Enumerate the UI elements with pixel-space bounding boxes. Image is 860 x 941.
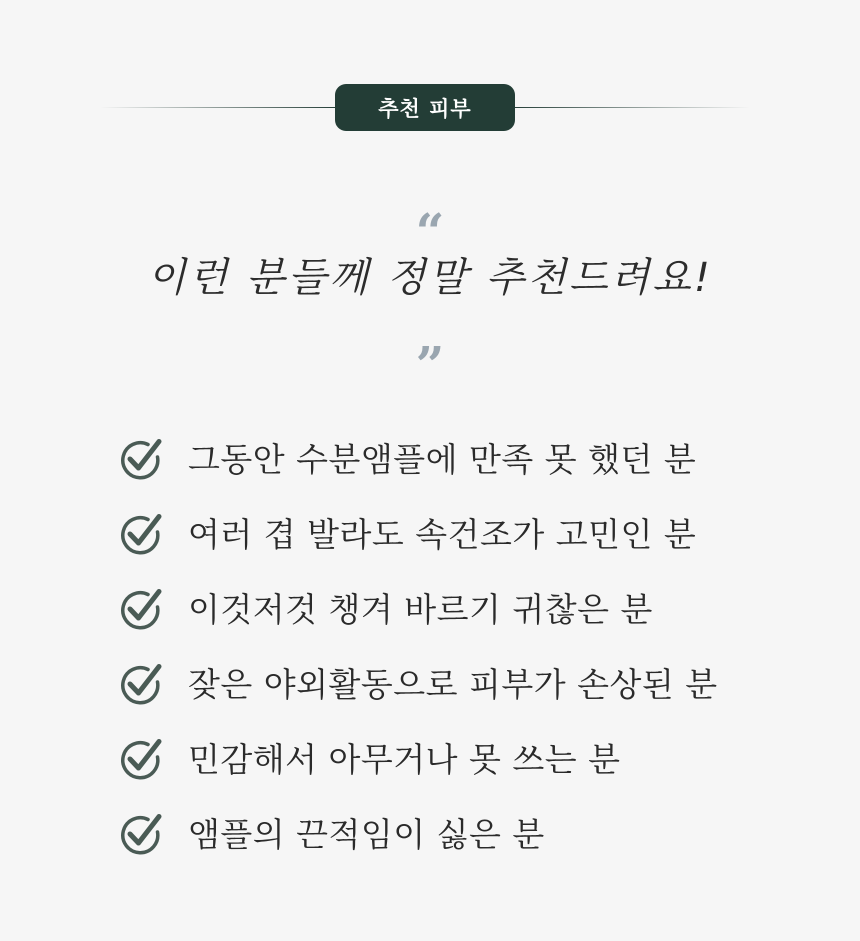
list-item-text: 앰플의 끈적임이 싫은 분: [188, 815, 545, 854]
close-quote-icon: ”: [415, 335, 445, 394]
list-item: [118, 570, 718, 645]
list-item: [118, 420, 718, 495]
open-quote-icon: “: [415, 202, 445, 261]
list-item: [118, 495, 718, 570]
headline: 이런 분들께 정말 추천드려요!: [147, 255, 713, 301]
header-divider-right: [510, 107, 750, 108]
list-item: [118, 795, 718, 870]
recommendation-list: [118, 420, 718, 870]
list-item-text: 잦은 야외활동으로 피부가 손상된 분: [188, 665, 718, 704]
list-item-text: 여러 겹 발라도 속건조가 고민인 분: [188, 515, 697, 554]
list-item-text: 민감해서 아무거나 못 쓰는 분: [188, 740, 621, 779]
check-circle-icon: [118, 585, 164, 631]
check-circle-icon: [118, 435, 164, 481]
list-item-text: 이것저것 챙겨 바르기 귀찮은 분: [188, 590, 653, 629]
check-circle-icon: [118, 660, 164, 706]
check-circle-icon: [118, 735, 164, 781]
section-badge: 추천 피부: [335, 84, 515, 131]
check-circle-icon: [118, 510, 164, 556]
section-header: [0, 84, 860, 131]
check-circle-icon: [118, 810, 164, 856]
list-item: [118, 720, 718, 795]
list-item-text: 그동안 수분앰플에 만족 못 했던 분: [188, 440, 697, 479]
header-divider-left: [100, 107, 340, 108]
list-item: [118, 645, 718, 720]
